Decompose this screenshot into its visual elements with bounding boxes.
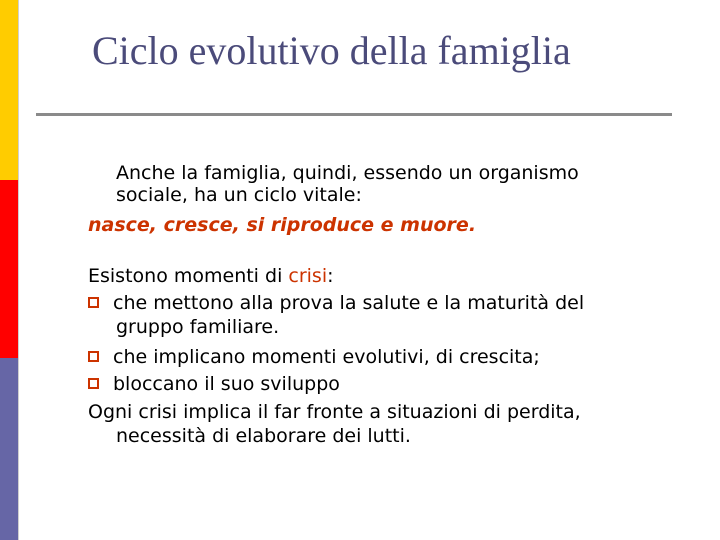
closing-line-1: Ogni crisi implica il far fronte a situazioni di perdita, xyxy=(88,401,581,423)
intro-emphasis: nasce, cresce, si riproduce e muore. xyxy=(88,214,477,236)
bullet-item-2 xyxy=(88,346,540,368)
crisis-intro xyxy=(88,265,334,287)
bullet-2-line-1: che implicano momenti evolutivi, di crescita; xyxy=(113,346,540,368)
square-bullet-icon xyxy=(88,378,99,389)
bullet-1-line-1: che mettono alla prova la salute e la maturità del xyxy=(113,292,585,314)
bullet-3-line-1: bloccano il suo sviluppo xyxy=(113,373,340,395)
square-bullet-icon xyxy=(88,297,99,308)
side-bar-red xyxy=(0,180,18,358)
intro-line-1: Anche la famiglia, quindi, essendo un organismo xyxy=(116,162,579,184)
crisis-intro-suffix: : xyxy=(327,265,334,287)
slide-title: Ciclo evolutivo della famiglia xyxy=(92,28,571,73)
title-underline xyxy=(36,113,672,116)
side-bar-divider xyxy=(18,0,19,540)
crisis-word: crisi xyxy=(288,265,328,287)
side-bar-purple xyxy=(0,358,18,540)
closing-line-2: necessità di elaborare dei lutti. xyxy=(116,425,411,447)
intro-line-2: sociale, ha un ciclo vitale: xyxy=(116,184,362,206)
bullet-1-line-2: gruppo familiare. xyxy=(116,316,280,338)
square-bullet-icon xyxy=(88,351,99,362)
bullet-item-3 xyxy=(88,373,340,395)
side-bar-yellow xyxy=(0,0,18,180)
crisis-intro-prefix: Esistono momenti di xyxy=(88,265,289,287)
bullet-item-1 xyxy=(88,292,584,314)
